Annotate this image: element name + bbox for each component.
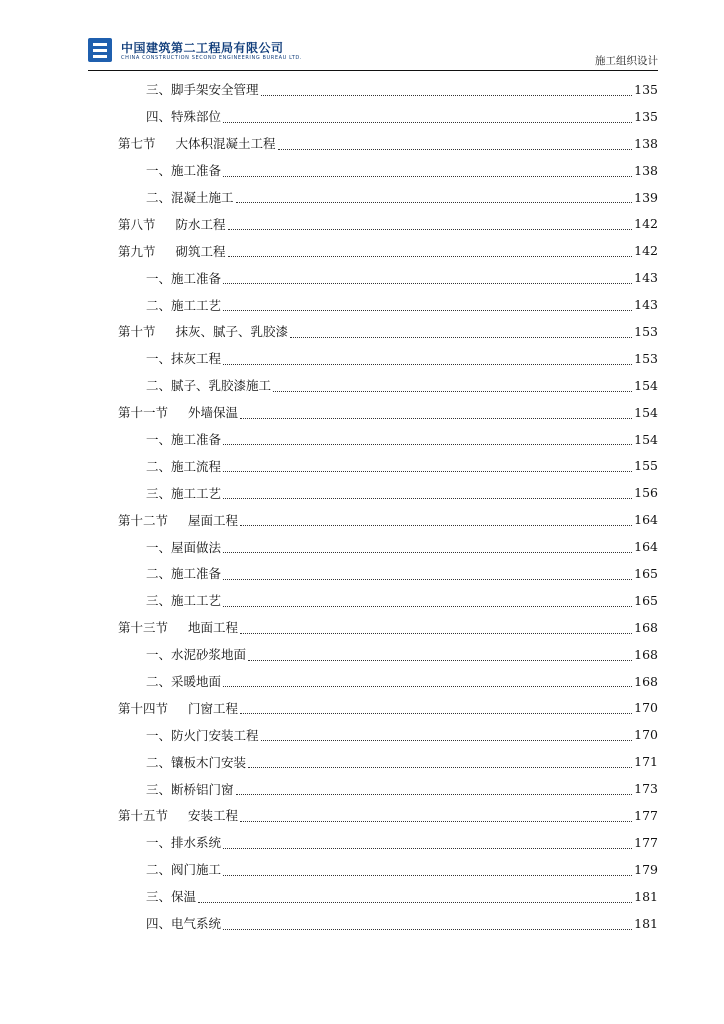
toc-dot-leader: [223, 579, 632, 580]
toc-dot-leader: [290, 337, 632, 338]
toc-page-number: 155: [634, 458, 658, 474]
toc-entry-label: [118, 242, 226, 260]
toc-entry[interactable]: [118, 157, 658, 184]
toc-entry-label: [146, 672, 221, 690]
toc-entry-label: [146, 833, 221, 851]
toc-section-number: 第十四节: [118, 700, 169, 716]
toc-entry-title: 三、保温: [146, 889, 197, 905]
toc-entry-label: [146, 591, 221, 609]
toc-dot-leader: [240, 713, 632, 714]
toc-dot-leader: [223, 471, 632, 472]
toc-entry[interactable]: [118, 318, 658, 345]
toc-dot-leader: [278, 149, 633, 150]
toc-dot-leader: [223, 176, 632, 177]
toc-section-number: 第十节: [118, 324, 156, 340]
toc-page-number: 142: [634, 216, 658, 232]
toc-entry-label: [146, 645, 246, 663]
toc-entry-label: [146, 80, 259, 98]
toc-page-number: 154: [634, 377, 658, 393]
toc-entry[interactable]: [118, 76, 658, 103]
toc-page-number: 164: [634, 539, 658, 555]
toc-page-number: 181: [634, 888, 658, 904]
toc-entry[interactable]: [118, 533, 658, 560]
page-header: [88, 36, 658, 70]
toc-entry-title: 二、混凝土施工: [146, 190, 234, 205]
toc-section-number: 第十二节: [118, 512, 169, 528]
toc-entry[interactable]: [118, 748, 658, 775]
company-name-cn: 中国建筑第二工程局有限公司: [121, 41, 284, 55]
header-divider: [88, 70, 658, 71]
toc-entry-title: 二、腻子、乳胶漆施工: [146, 378, 272, 394]
toc-entry-title: 二、采暖地面: [146, 674, 222, 690]
toc-dot-leader: [236, 202, 633, 203]
toc-dot-leader: [223, 848, 632, 849]
toc-section-number: 第十五节: [118, 808, 169, 824]
toc-dot-leader: [223, 122, 632, 123]
toc-dot-leader: [223, 498, 632, 499]
toc-entry-title: 一、抹灰工程: [146, 351, 222, 367]
document-title: 施工组织设计: [595, 55, 658, 67]
toc-page-number: 168: [634, 646, 658, 662]
toc-page-number: 173: [634, 781, 658, 797]
toc-entry-title: 门窗工程: [188, 700, 239, 716]
toc-entry[interactable]: [118, 130, 658, 157]
toc-entry-title: 二、施工工艺: [146, 297, 222, 313]
toc-entry[interactable]: [118, 479, 658, 506]
toc-page-number: 164: [634, 512, 658, 528]
toc-entry-title: 三、断桥铝门窗: [146, 781, 234, 797]
toc-entry[interactable]: [118, 910, 658, 937]
toc-page-number: 171: [634, 754, 658, 770]
toc-entry[interactable]: [118, 426, 658, 453]
toc-entry-label: [118, 134, 276, 152]
toc-entry-label: [118, 403, 238, 421]
toc-section-number: 第九节: [118, 243, 156, 259]
toc-page-number: 154: [634, 431, 658, 447]
toc-page-number: 177: [634, 834, 658, 850]
toc-page-number: 143: [634, 297, 658, 313]
toc-entry-label: [146, 564, 221, 582]
toc-page-number: 179: [634, 861, 658, 877]
toc-entry[interactable]: [118, 775, 658, 802]
toc-entry[interactable]: [118, 291, 658, 318]
toc-entry-title: 二、施工流程: [146, 458, 222, 474]
toc-entry-title: 屋面工程: [188, 512, 239, 528]
toc-entry-title: 抹灰、腻子、乳胶漆: [175, 324, 289, 340]
toc-dot-leader: [198, 902, 632, 903]
toc-entry-title: 四、电气系统: [146, 916, 222, 932]
toc-dot-leader: [223, 875, 632, 876]
toc-dot-leader: [223, 310, 632, 311]
toc-entry[interactable]: [118, 587, 658, 614]
toc-page-number: 168: [634, 673, 658, 689]
toc-entry[interactable]: [118, 883, 658, 910]
toc-entry-label: [118, 699, 238, 717]
toc-dot-leader: [223, 552, 632, 553]
cscec-logo-icon: [88, 38, 112, 62]
toc-dot-leader: [228, 256, 633, 257]
toc-page-number: 165: [634, 592, 658, 608]
toc-dot-leader: [223, 606, 632, 607]
toc-page-number: 156: [634, 485, 658, 501]
toc-entry-label: [146, 161, 221, 179]
toc-entry[interactable]: [118, 210, 658, 237]
toc-entry-title: 安装工程: [188, 808, 239, 824]
toc-entry-title: 一、施工准备: [146, 163, 222, 179]
toc-entry-title: 二、阀门施工: [146, 862, 222, 878]
toc-section-number: 第七节: [118, 136, 156, 152]
toc-entry-title: 一、水泥砂浆地面: [146, 647, 247, 663]
toc-dot-leader: [223, 283, 632, 284]
toc-entry-title: 一、排水系统: [146, 835, 222, 851]
toc-entry[interactable]: [118, 694, 658, 721]
toc-dot-leader: [261, 95, 633, 96]
toc-entry-title: 防水工程: [175, 216, 226, 232]
toc-page-number: 153: [634, 323, 658, 339]
toc-entry-label: [146, 887, 196, 905]
toc-dot-leader: [223, 444, 632, 445]
toc-entry-title: 大体积混凝土工程: [175, 136, 276, 152]
toc-entry-label: [146, 538, 221, 556]
toc-page-number: 170: [634, 727, 658, 743]
toc-entry-title: 一、施工准备: [146, 270, 222, 286]
toc-entry-title: 二、镶板木门安装: [146, 754, 247, 770]
toc-section-number: 第十三节: [118, 620, 169, 636]
toc-entry[interactable]: [118, 856, 658, 883]
toc-page-number: 170: [634, 700, 658, 716]
toc-entry[interactable]: [118, 103, 658, 130]
company-name-en: CHINA CONSTRUCTION SECOND ENGINEERING BUREAU LTD.: [121, 55, 303, 61]
toc-dot-leader: [223, 929, 632, 930]
toc-dot-leader: [240, 525, 632, 526]
toc-entry[interactable]: [118, 345, 658, 372]
toc-dot-leader: [273, 391, 632, 392]
toc-page-number: 165: [634, 565, 658, 581]
toc-page-number: 135: [634, 108, 658, 124]
toc-dot-leader: [240, 821, 632, 822]
toc-entry-title: 砌筑工程: [175, 243, 226, 259]
toc-entry-label: [146, 107, 221, 125]
toc-page-number: 153: [634, 350, 658, 366]
toc-dot-leader: [228, 229, 633, 230]
toc-entry[interactable]: [118, 264, 658, 291]
toc-entry-label: [146, 376, 271, 394]
toc-entry[interactable]: [118, 399, 658, 426]
toc-entry[interactable]: [118, 641, 658, 668]
toc-entry[interactable]: [118, 829, 658, 856]
toc-entry-label: [146, 860, 221, 878]
toc-entry-label: [146, 188, 234, 206]
toc-page-number: 138: [634, 162, 658, 178]
toc-entry-label: [146, 457, 221, 475]
toc-entry[interactable]: [118, 668, 658, 695]
toc-entry-title: 一、施工准备: [146, 432, 222, 448]
toc-entry-label: [118, 806, 238, 824]
toc-entry[interactable]: [118, 560, 658, 587]
toc-entry[interactable]: [118, 237, 658, 264]
toc-entry-title: 四、特殊部位: [146, 109, 222, 125]
toc-dot-leader: [236, 794, 633, 795]
toc-entry-label: [146, 296, 221, 314]
toc-entry[interactable]: [118, 372, 658, 399]
toc-entry-title: 一、防火门安装工程: [146, 727, 259, 743]
toc-page-number: 168: [634, 619, 658, 635]
toc-entry-label: [118, 215, 226, 233]
toc-entry-title: 地面工程: [188, 620, 239, 636]
toc-entry-label: [146, 269, 221, 287]
toc-entry[interactable]: [118, 802, 658, 829]
toc-dot-leader: [248, 767, 632, 768]
toc-page-number: 135: [634, 81, 658, 97]
toc-entry-label: [146, 726, 259, 744]
toc-section-number: 第八节: [118, 216, 156, 232]
toc-entry[interactable]: [118, 721, 658, 748]
toc-entry-title: 三、施工工艺: [146, 593, 222, 609]
toc-dot-leader: [248, 660, 632, 661]
toc-entry-label: [146, 484, 221, 502]
toc-page-number: 139: [634, 189, 658, 205]
toc-entry[interactable]: [118, 452, 658, 479]
toc-dot-leader: [240, 633, 632, 634]
table-of-contents: [118, 76, 658, 937]
toc-page-number: 138: [634, 135, 658, 151]
toc-page-number: 154: [634, 404, 658, 420]
toc-entry[interactable]: [118, 184, 658, 211]
toc-dot-leader: [261, 740, 633, 741]
toc-entry[interactable]: [118, 506, 658, 533]
toc-dot-leader: [240, 418, 632, 419]
toc-page-number: 142: [634, 243, 658, 259]
toc-entry-label: [118, 511, 238, 529]
toc-section-number: 第十一节: [118, 405, 169, 421]
toc-page-number: 143: [634, 270, 658, 286]
toc-entry[interactable]: [118, 614, 658, 641]
toc-entry-title: 二、施工准备: [146, 566, 222, 582]
toc-entry-label: [146, 430, 221, 448]
toc-entry-title: 三、施工工艺: [146, 485, 222, 501]
toc-entry-title: 外墙保温: [188, 405, 239, 421]
toc-entry-label: [118, 322, 288, 340]
toc-entry-label: [146, 349, 221, 367]
toc-entry-label: [146, 780, 234, 798]
toc-entry-label: [146, 914, 221, 932]
toc-page-number: 181: [634, 915, 658, 931]
toc-entry-label: [118, 618, 238, 636]
toc-page-number: 177: [634, 807, 658, 823]
toc-dot-leader: [223, 364, 632, 365]
toc-entry-title: 一、屋面做法: [146, 539, 222, 555]
toc-entry-label: [146, 753, 246, 771]
toc-dot-leader: [223, 686, 632, 687]
toc-entry-title: 三、脚手架安全管理: [146, 82, 259, 98]
